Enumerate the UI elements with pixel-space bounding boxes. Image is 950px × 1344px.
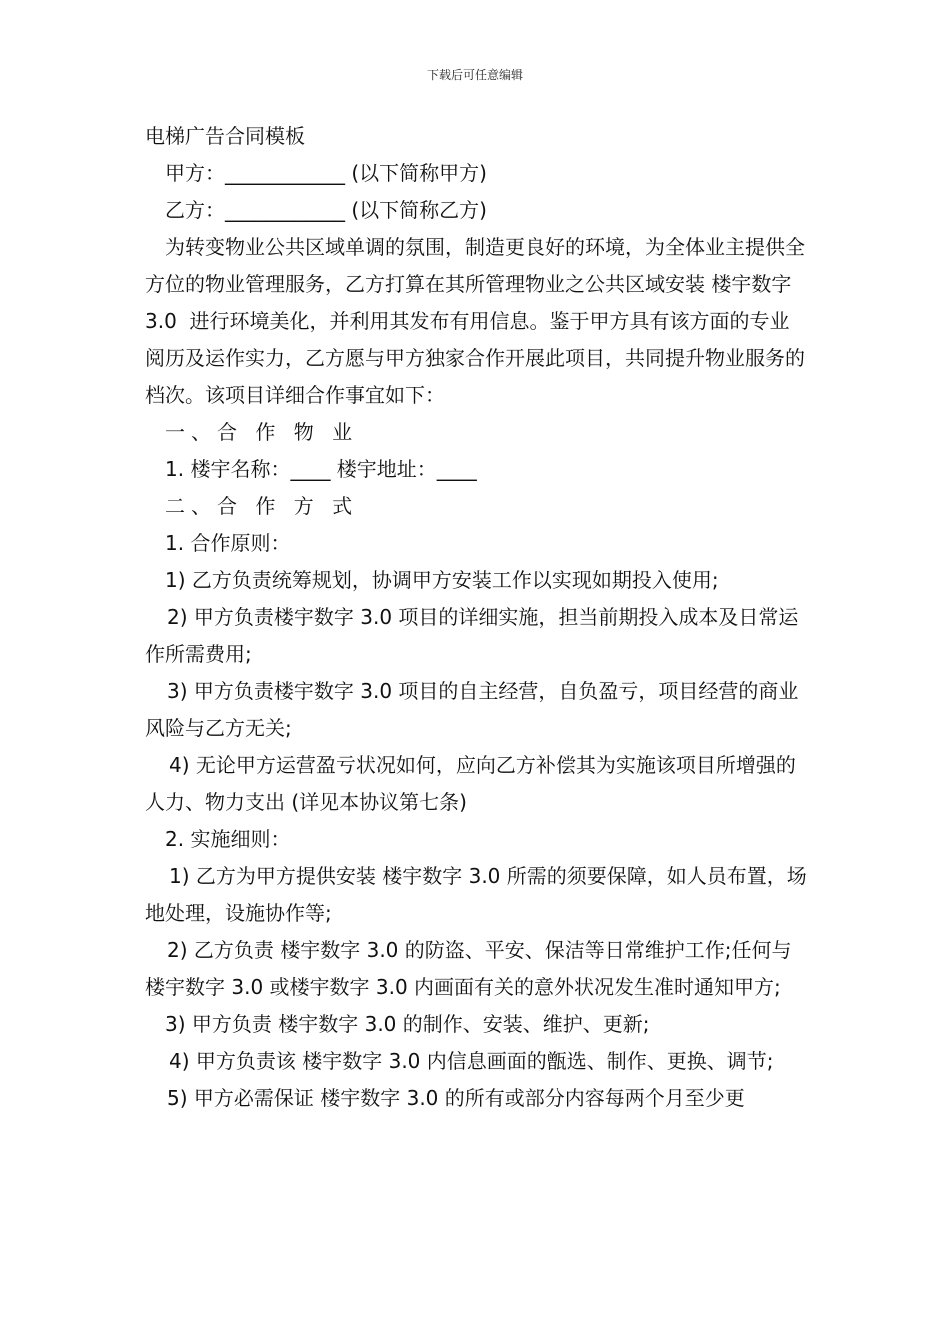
intro-paragraph: 为转变物业公共区域单调的氛围，制造更良好的环境，为全体业主提供全方位的物业管理服务，乙方打算在其所管理物业之公共区域安装 楼宇数字 3.0 进行环境美化，并利用其发布有用信息。鉴于甲方具有该方面的专业阅历及运作实力，乙方愿与甲方独家合作开展此项目，共同提升物业服务的档次。该项目详细合作事宜如下：: [145, 235, 805, 407]
section-1-heading: 一、合 作 物 业: [165, 420, 359, 444]
party-b-line: 乙方：____________ (以下简称乙方): [165, 198, 487, 222]
document-title: 电梯广告合同模板: [145, 124, 305, 148]
principle-2: 2) 甲方负责楼宇数字 3.0 项目的详细实施，担当前期投入成本及日常运作所需费用;: [145, 605, 799, 666]
document-body: [145, 118, 807, 1117]
rule-4: 4) 甲方负责该 楼宇数字 3.0 内信息画面的甑选、制作、更换、调节;: [169, 1049, 774, 1073]
rule-5: 5) 甲方必需保证 楼宇数字 3.0 的所有或部分内容每两个月至少更: [167, 1086, 745, 1110]
section-2-subheading-1: 1. 合作原则：: [165, 531, 291, 555]
principle-1: 1) 乙方负责统筹规划，协调甲方安装工作以实现如期投入使用;: [165, 568, 719, 592]
principle-4: 4) 无论甲方运营盈亏状况如何，应向乙方补偿其为实施该项目所增强的人力、物力支出 (详见本协议第七条): [145, 753, 796, 814]
header-note: 下载后可任意编辑: [426, 68, 523, 82]
rule-3: 3) 甲方负责 楼宇数字 3.0 的制作、安装、维护、更新;: [165, 1012, 650, 1036]
section-1-item-1: 1. 楼宇名称：____ 楼宇地址：____: [165, 457, 477, 481]
rule-2: 2) 乙方负责 楼宇数字 3.0 的防盗、平安、保洁等日常维护工作;任何与楼宇数字 3.0 或楼宇数字 3.0 内画面有关的意外状况发生准时通知甲方;: [145, 938, 792, 999]
principle-3: 3) 甲方负责楼宇数字 3.0 项目的自主经营，自负盈亏，项目经营的商业风险与乙方无关;: [145, 679, 799, 740]
section-2-subheading-2: 2. 实施细则：: [165, 827, 291, 851]
party-a-line: 甲方：____________ (以下简称甲方): [165, 161, 487, 185]
section-2-heading: 二、合 作 方 式: [165, 494, 359, 518]
rule-1: 1) 乙方为甲方提供安装 楼宇数字 3.0 所需的须要保障，如人员布置，场地处理，设施协作等;: [145, 864, 807, 925]
